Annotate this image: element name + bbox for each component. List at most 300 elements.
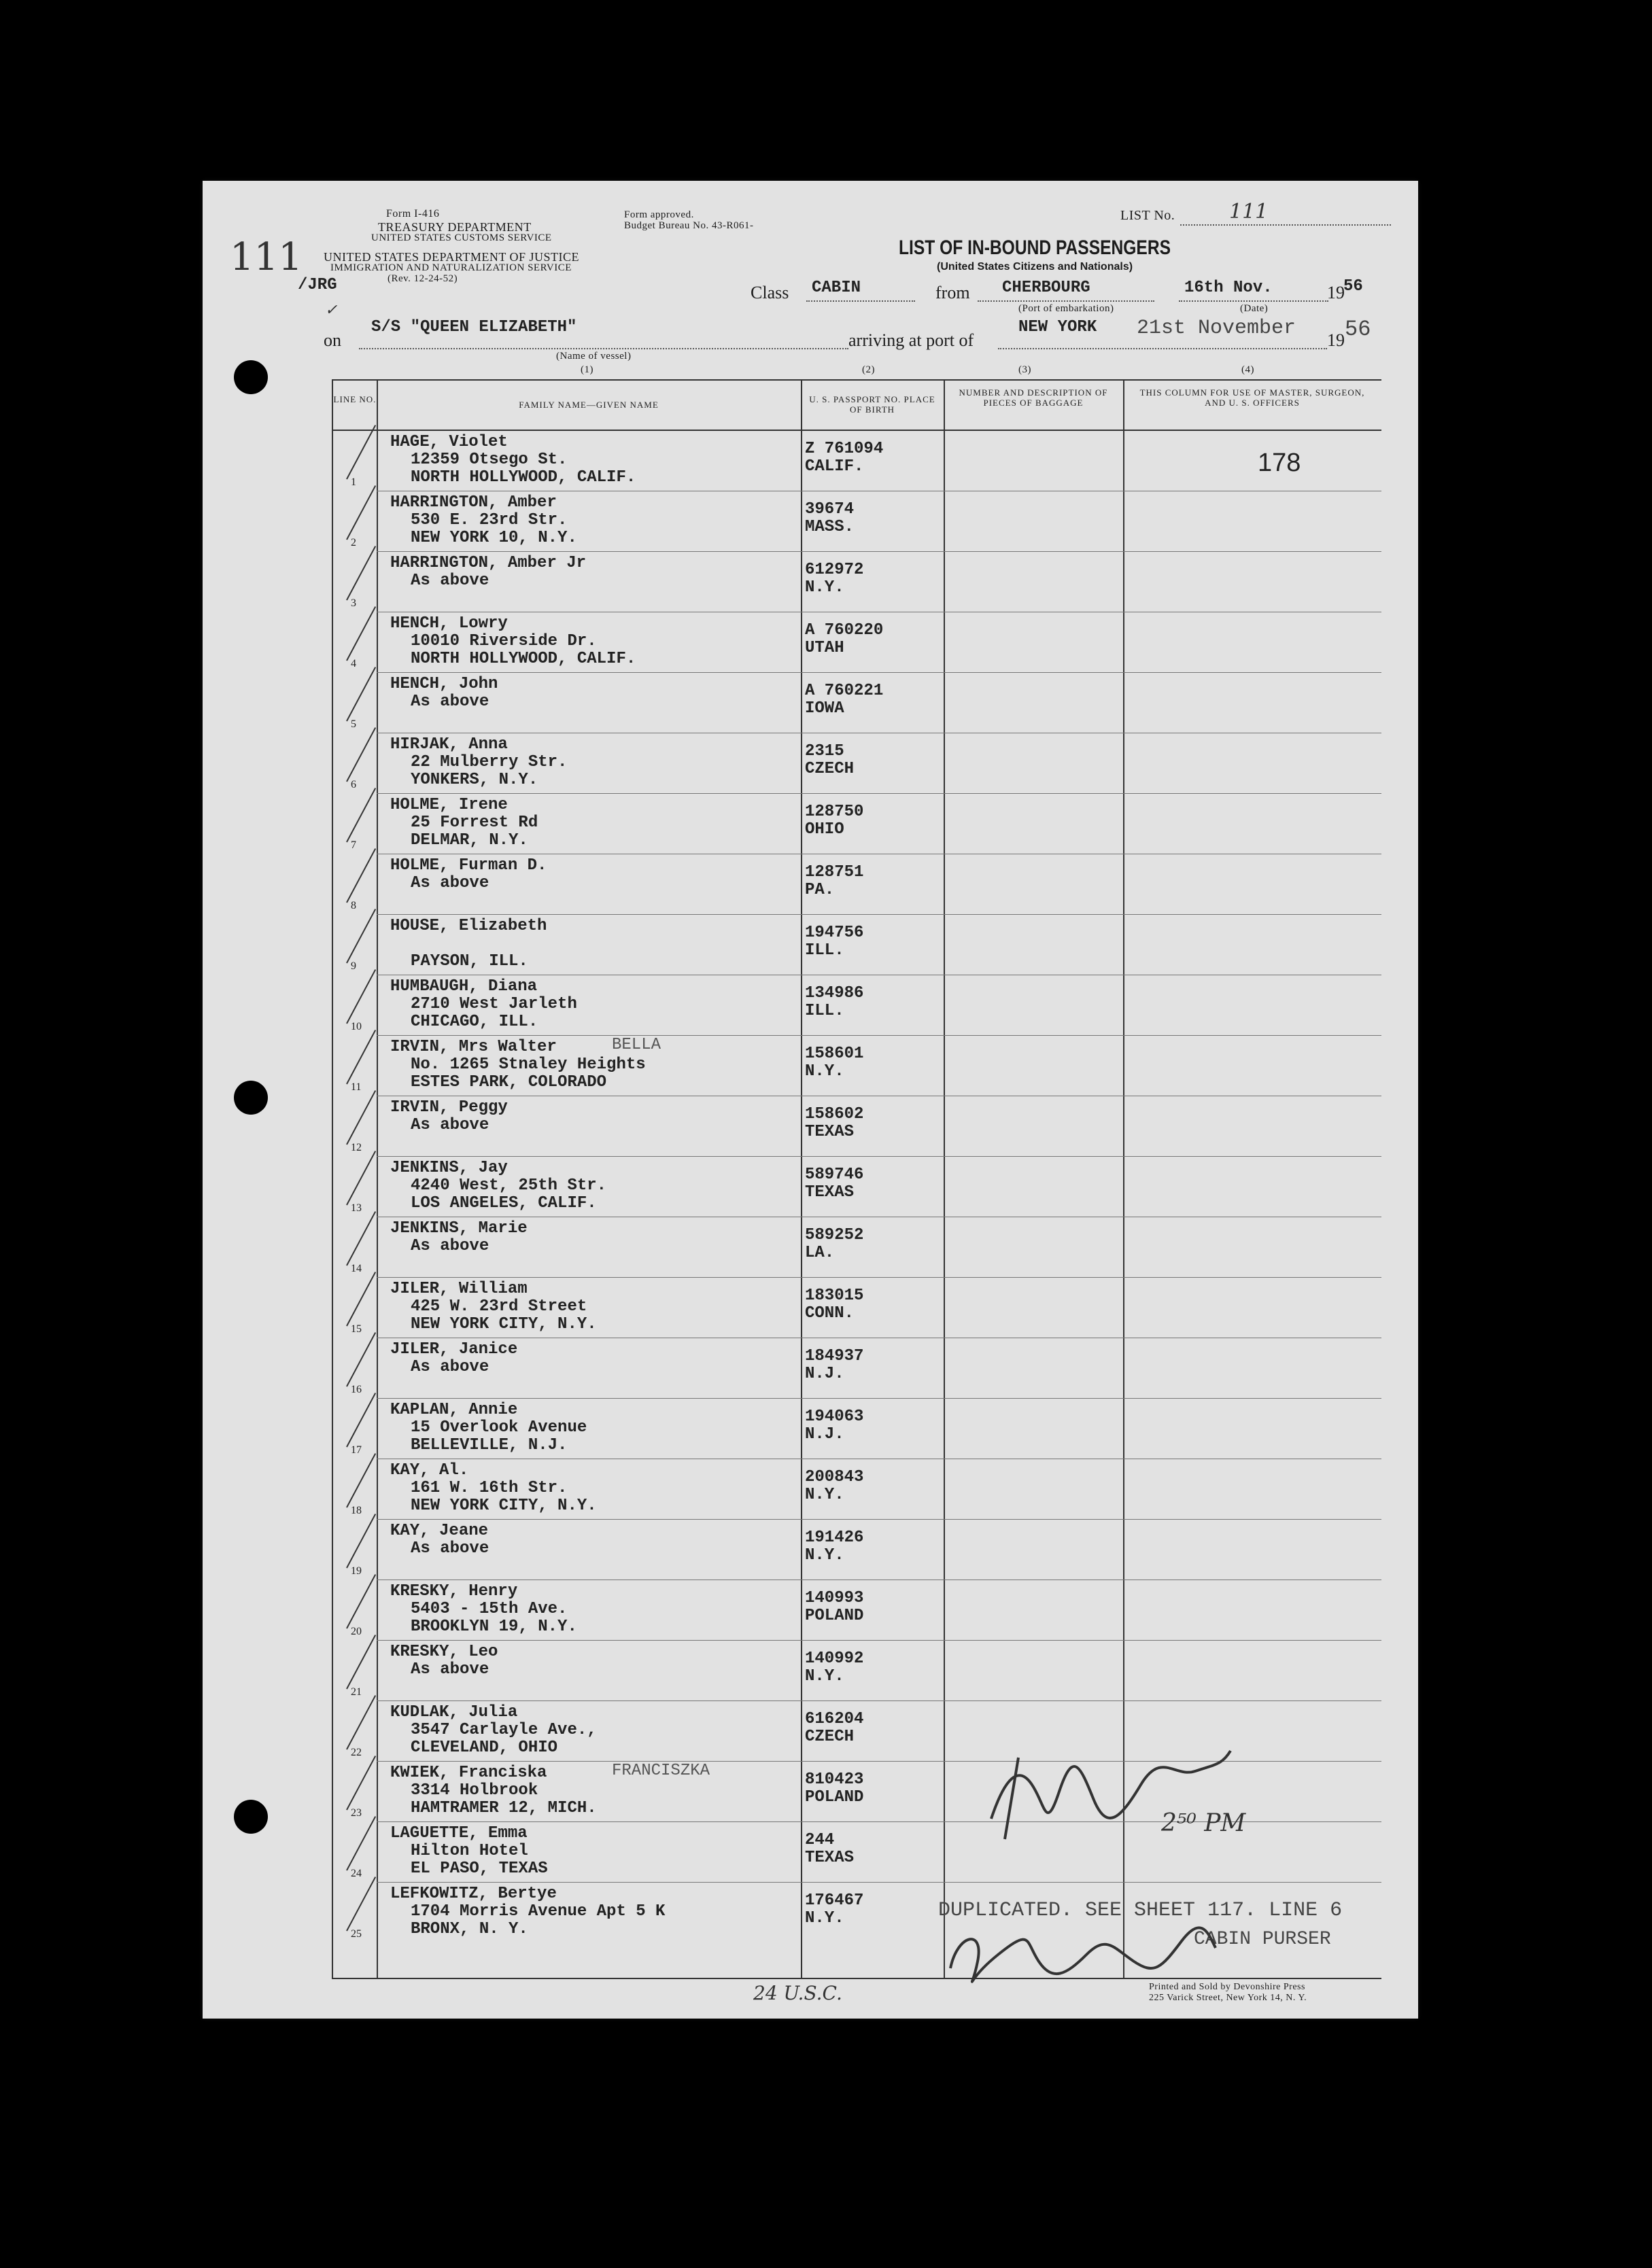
- passport-birth-block: [805, 501, 854, 536]
- family-given-name: KRESKY, Henry: [390, 1582, 518, 1601]
- passport-number: 810423: [805, 1770, 864, 1789]
- tally-mark: [346, 1211, 376, 1266]
- tally-mark: [346, 1816, 376, 1870]
- margin-handwriting: 111: [230, 235, 303, 279]
- table-row: [333, 1217, 1381, 1278]
- address-line-2: ESTES PARK, COLORADO: [411, 1073, 607, 1092]
- name-correction: BELLA: [612, 1036, 661, 1054]
- dept-treasury: TREASURY DEPARTMENT: [378, 220, 532, 234]
- passenger-name-block: [390, 1341, 517, 1394]
- table-row: [333, 1399, 1381, 1459]
- family-given-name: HOLME, Irene: [390, 796, 508, 814]
- address-line-2: BRONX, N. Y.: [411, 1920, 528, 1938]
- place-of-birth: ILL.: [805, 941, 844, 960]
- address-line-1: 12359 Otsego St.: [411, 451, 568, 469]
- address-line-1: 2710 West Jarleth: [411, 995, 577, 1013]
- tally-mark: [346, 848, 376, 903]
- passport-birth-block: [805, 985, 863, 1020]
- col-num-1: (1): [581, 364, 593, 375]
- table-row: [333, 431, 1381, 491]
- passenger-name-block: [390, 1159, 606, 1212]
- address-line-1: As above: [411, 1116, 489, 1134]
- budget-bureau: Budget Bureau No. 43-R061-: [624, 220, 754, 231]
- family-given-name: LEFKOWITZ, Bertye: [390, 1885, 557, 1903]
- class-value: CABIN: [812, 279, 861, 297]
- address-line-1: 1704 Morris Avenue Apt 5 K: [411, 1902, 666, 1921]
- passport-number: Z 761094: [805, 440, 884, 458]
- date-label: (Date): [1240, 303, 1269, 314]
- passport-birth-block: [805, 1771, 863, 1807]
- passenger-name-block: [390, 1704, 597, 1757]
- address-line-2: NEW YORK CITY, N.Y.: [411, 1315, 597, 1333]
- address-line-2: CLEVELAND, OHIO: [411, 1739, 558, 1757]
- passenger-name-block: [390, 736, 567, 789]
- address-line-2: YONKERS, N.Y.: [411, 771, 538, 789]
- passport-number: A 760221: [805, 682, 884, 700]
- from-label: from: [935, 283, 970, 302]
- officer-mark-row-1: 178: [1258, 449, 1301, 477]
- line-number: 19: [351, 1565, 362, 1577]
- passenger-name-block: [390, 1583, 577, 1636]
- line-number: 2: [351, 537, 356, 548]
- address-line-1: 5403 - 15th Ave.: [411, 1600, 568, 1618]
- place-of-birth: N.Y.: [805, 1667, 844, 1686]
- form-revision: (Rev. 12-24-52): [388, 273, 458, 284]
- passport-birth-block: [805, 1348, 863, 1383]
- line-number: 22: [351, 1747, 362, 1758]
- passport-birth-block: [805, 1106, 863, 1141]
- place-of-birth: UTAH: [805, 639, 844, 657]
- place-of-birth: POLAND: [805, 1607, 864, 1625]
- line-number: 11: [351, 1081, 362, 1093]
- passenger-name-block: [390, 1280, 597, 1333]
- passport-birth-block: [805, 803, 863, 839]
- family-given-name: HARRINGTON, Amber: [390, 493, 557, 512]
- passport-number: A 760220: [805, 621, 884, 640]
- year-value-2: 56: [1345, 317, 1371, 342]
- address-line-1: As above: [411, 874, 489, 892]
- passenger-name-block: [390, 676, 498, 729]
- place-of-birth: TEXAS: [805, 1183, 855, 1202]
- passport-birth-block: [805, 1711, 863, 1746]
- place-of-birth: POLAND: [805, 1788, 864, 1807]
- family-given-name: KAY, Jeane: [390, 1522, 489, 1540]
- place-of-birth: TEXAS: [805, 1849, 855, 1867]
- port-embarkation-label: (Port of embarkation): [1018, 303, 1114, 314]
- place-of-birth: N.Y.: [805, 1909, 844, 1927]
- passenger-name-block: [390, 1643, 498, 1696]
- printer-line-1: Printed and Sold by Devonshire Press: [1149, 1982, 1305, 1992]
- passport-number: 158601: [805, 1045, 864, 1063]
- passport-birth-block: [805, 1287, 863, 1323]
- tally-mark: [346, 1393, 376, 1447]
- line-number: 5: [351, 718, 356, 730]
- table-row: [333, 1580, 1381, 1641]
- list-no-label: LIST No.: [1120, 208, 1175, 223]
- form-approved: Form approved.: [624, 209, 694, 220]
- tally-mark: [346, 1272, 376, 1326]
- place-of-birth: ILL.: [805, 1002, 844, 1020]
- family-given-name: JILER, Janice: [390, 1340, 518, 1359]
- passport-number: 140993: [805, 1589, 864, 1607]
- family-given-name: HAGE, Violet: [390, 433, 508, 451]
- table-row: [333, 915, 1381, 975]
- address-line-1: [390, 935, 547, 953]
- place-of-birth: N.J.: [805, 1425, 844, 1444]
- passport-birth-block: [805, 1832, 854, 1867]
- family-given-name: HOUSE, Elizabeth: [390, 917, 547, 935]
- address-line-1: 4240 West, 25th Str.: [411, 1176, 607, 1195]
- passenger-name-block: [390, 1522, 489, 1575]
- tally-mark: [346, 1635, 376, 1689]
- form-number: Form I-416: [386, 208, 440, 220]
- family-given-name: JENKINS, Marie: [390, 1219, 528, 1238]
- table-row: [333, 975, 1381, 1036]
- passenger-name-block: [390, 494, 577, 547]
- officer-signature: [978, 1737, 1236, 1846]
- address-line-1: As above: [411, 1358, 489, 1376]
- duplicated-note: DUPLICATED. SEE SHEET 117. LINE 6: [938, 1899, 1343, 1922]
- line-number: 16: [351, 1384, 362, 1395]
- bottom-handwritten-note: 24 U.S.C.: [753, 1982, 842, 2004]
- passport-number: 589252: [805, 1226, 864, 1244]
- dept-justice: UNITED STATES DEPARTMENT OF JUSTICE: [324, 250, 580, 264]
- address-line-1: No. 1265 Stnaley Heights: [411, 1056, 646, 1074]
- address-line-2: NEW YORK CITY, N.Y.: [411, 1497, 597, 1515]
- family-given-name: HARRINGTON, Amber Jr: [390, 554, 587, 572]
- purser-title: CABIN PURSER: [1194, 1929, 1331, 1950]
- tally-mark: [346, 425, 376, 479]
- place-of-birth: N.Y.: [805, 1546, 844, 1565]
- passenger-name-block: [390, 857, 547, 910]
- place-of-birth: N.Y.: [805, 1062, 844, 1081]
- address-line-2: NEW YORK 10, N.Y.: [411, 529, 577, 547]
- family-given-name: HENCH, John: [390, 675, 498, 693]
- table-row: [333, 1459, 1381, 1520]
- place-of-birth: N.Y.: [805, 578, 844, 597]
- tally-mark: [346, 606, 376, 661]
- passport-birth-block: [805, 682, 883, 718]
- arrival-port: NEW YORK: [1018, 318, 1097, 336]
- passport-number: 2315: [805, 742, 844, 761]
- purser-signature: [937, 1914, 1222, 1989]
- tally-mark: [346, 969, 376, 1024]
- class-label: Class: [751, 283, 789, 302]
- passport-birth-block: [805, 1590, 863, 1625]
- place-of-birth: CZECH: [805, 760, 855, 778]
- table-row: [333, 1641, 1381, 1701]
- col-num-3: (3): [1018, 364, 1031, 375]
- address-line-2: PAYSON, ILL.: [411, 952, 528, 971]
- table-row: [333, 1278, 1381, 1338]
- address-line-2: NORTH HOLLYWOOD, CALIF.: [411, 650, 636, 668]
- passenger-name-block: [390, 1099, 508, 1152]
- passenger-name-block: [390, 1825, 548, 1878]
- family-given-name: JILER, William: [390, 1280, 528, 1298]
- family-given-name: KWIEK, Franciska: [390, 1764, 547, 1782]
- passenger-name-block: [390, 978, 577, 1031]
- family-given-name: HIRJAK, Anna: [390, 735, 508, 754]
- address-line-2: [390, 1134, 508, 1152]
- passport-birth-block: [805, 1166, 863, 1202]
- passport-birth-block: [805, 440, 883, 476]
- address-line-2: NORTH HOLLYWOOD, CALIF.: [411, 468, 636, 487]
- place-of-birth: OHIO: [805, 820, 844, 839]
- passport-number: 612972: [805, 561, 864, 579]
- table-row: [333, 552, 1381, 612]
- passport-number: 191426: [805, 1529, 864, 1547]
- address-line-1: Hilton Hotel: [411, 1842, 528, 1860]
- place-of-birth: MASS.: [805, 518, 855, 536]
- passenger-name-block: [390, 1220, 528, 1273]
- family-given-name: KAY, Al.: [390, 1461, 469, 1480]
- tally-mark: [346, 1574, 376, 1628]
- line-number: 23: [351, 1807, 362, 1819]
- line-number: 21: [351, 1686, 362, 1698]
- family-given-name: HENCH, Lowry: [390, 614, 508, 633]
- vessel-name: S/S "QUEEN ELIZABETH": [371, 318, 577, 336]
- address-line-2: LOS ANGELES, CALIF.: [411, 1194, 597, 1212]
- address-line-2: [390, 1679, 498, 1696]
- passport-number: 183015: [805, 1287, 864, 1305]
- line-number: 24: [351, 1868, 362, 1879]
- passport-number: 589746: [805, 1166, 864, 1184]
- line-number: 6: [351, 779, 356, 790]
- family-given-name: JENKINS, Jay: [390, 1159, 508, 1177]
- table-row: [333, 491, 1381, 552]
- tally-mark: [346, 909, 376, 963]
- arrival-date: 21st November: [1137, 317, 1296, 340]
- tally-mark: [346, 1453, 376, 1507]
- place-of-birth: TEXAS: [805, 1123, 855, 1141]
- line-number: 10: [351, 1021, 362, 1032]
- passport-number: 39674: [805, 500, 855, 519]
- address-line-1: 3314 Holbrook: [411, 1781, 538, 1800]
- year-prefix-1: 19: [1327, 283, 1345, 302]
- tally-mark: [346, 1514, 376, 1568]
- dept-customs: UNITED STATES CUSTOMS SERVICE: [371, 232, 552, 243]
- address-line-1: As above: [411, 572, 489, 590]
- passenger-name-block: [390, 1885, 665, 1938]
- passport-birth-block: [805, 1227, 863, 1262]
- dept-immigration: IMMIGRATION AND NATURALIZATION SERVICE: [330, 262, 572, 273]
- place-of-birth: PA.: [805, 881, 835, 899]
- on-label: on: [324, 330, 341, 350]
- table-row: [333, 673, 1381, 733]
- place-of-birth: LA.: [805, 1244, 835, 1262]
- family-given-name: HOLME, Furman D.: [390, 856, 547, 875]
- binder-hole-top: [234, 360, 268, 394]
- passenger-name-block: [390, 555, 586, 608]
- passport-birth-block: [805, 924, 863, 960]
- form-title: LIST OF IN-BOUND PASSENGERS: [899, 237, 1171, 259]
- address-line-2: EL PASO, TEXAS: [411, 1860, 548, 1878]
- address-line-1: As above: [411, 1237, 489, 1255]
- address-line-2: HAMTRAMER 12, MICH.: [411, 1799, 597, 1817]
- tally-mark: [346, 1756, 376, 1810]
- line-number: 4: [351, 658, 356, 669]
- passenger-name-block: [390, 615, 636, 668]
- line-number: 13: [351, 1202, 362, 1214]
- header-baggage: NUMBER AND DESCRIPTION OF PIECES OF BAGGAGE: [959, 387, 1108, 408]
- passport-birth-block: [805, 622, 883, 657]
- family-given-name: KRESKY, Leo: [390, 1643, 498, 1661]
- vessel-name-label: (Name of vessel): [556, 351, 632, 362]
- table-row: [333, 733, 1381, 794]
- tally-mark: [346, 1090, 376, 1145]
- passport-number: 194063: [805, 1408, 864, 1426]
- place-of-birth: IOWA: [805, 699, 844, 718]
- check-mark: ✓: [325, 302, 338, 319]
- passport-number: 194756: [805, 924, 864, 942]
- address-line-2: [390, 1376, 517, 1394]
- passport-number: 184937: [805, 1347, 864, 1365]
- table-row: [333, 1036, 1381, 1096]
- passenger-name-block: [390, 1764, 597, 1817]
- address-line-2: BELLEVILLE, N.J.: [411, 1436, 568, 1454]
- line-number: 18: [351, 1505, 362, 1516]
- passport-birth-block: [805, 1045, 863, 1081]
- passport-number: 176467: [805, 1891, 864, 1910]
- family-given-name: KUDLAK, Julia: [390, 1703, 518, 1722]
- table-row: [333, 1520, 1381, 1580]
- line-number: 17: [351, 1444, 362, 1456]
- from-value: CHERBOURG: [1002, 279, 1090, 297]
- name-correction: FRANCISZKA: [612, 1762, 710, 1780]
- address-line-1: 10010 Riverside Dr.: [411, 632, 597, 650]
- passport-number: 134986: [805, 984, 864, 1002]
- handwritten-time: 2⁵⁰ PM: [1161, 1809, 1246, 1837]
- tally-mark: [346, 1877, 376, 1931]
- address-line-1: 22 Mulberry Str.: [411, 753, 568, 771]
- passport-birth-block: [805, 864, 863, 899]
- place-of-birth: CZECH: [805, 1728, 855, 1746]
- tally-mark: [346, 1332, 376, 1386]
- place-of-birth: CONN.: [805, 1304, 855, 1323]
- arriving-label: arriving at port of: [848, 330, 974, 350]
- address-line-1: As above: [411, 1539, 489, 1558]
- address-line-1: 161 W. 16th Str.: [411, 1479, 568, 1497]
- line-number: 25: [351, 1928, 362, 1940]
- header-family-name: FAMILY NAME—GIVEN NAME: [519, 400, 659, 410]
- address-line-2: DELMAR, N.Y.: [411, 831, 528, 850]
- address-line-1: 530 E. 23rd Str.: [411, 511, 568, 529]
- passport-birth-block: [805, 561, 863, 597]
- line-number: 12: [351, 1142, 362, 1153]
- tally-mark: [346, 1030, 376, 1084]
- tally-mark: [346, 788, 376, 842]
- passport-number: 140992: [805, 1650, 864, 1668]
- address-line-1: 25 Forrest Rd: [411, 814, 538, 832]
- passenger-name-block: [390, 1401, 587, 1454]
- line-number: 9: [351, 960, 356, 972]
- address-line-2: [390, 590, 586, 608]
- year-prefix-2: 19: [1327, 330, 1345, 350]
- address-line-1: As above: [411, 693, 489, 711]
- col-num-4: (4): [1241, 364, 1254, 375]
- tally-mark: [346, 485, 376, 540]
- binder-hole-middle: [234, 1081, 268, 1115]
- passport-number: 128750: [805, 803, 864, 821]
- table-row: [333, 854, 1381, 915]
- line-number: 1: [351, 476, 356, 488]
- address-line-1: As above: [411, 1660, 489, 1679]
- address-line-2: BROOKLYN 19, N.Y.: [411, 1618, 577, 1636]
- binder-hole-bottom: [234, 1800, 268, 1834]
- passport-birth-block: [805, 1469, 863, 1504]
- line-number: 20: [351, 1626, 362, 1637]
- table-row: [333, 1338, 1381, 1399]
- address-line-2: CHICAGO, ILL.: [411, 1013, 538, 1031]
- tally-mark: [346, 1695, 376, 1749]
- tally-mark: [346, 727, 376, 782]
- date-value: 16th Nov.: [1184, 279, 1273, 297]
- passenger-name-block: [390, 797, 538, 850]
- table-row: [333, 794, 1381, 854]
- year-value-1: 56: [1343, 277, 1363, 296]
- address-line-1: 15 Overlook Avenue: [411, 1418, 587, 1437]
- family-given-name: IRVIN, Mrs Walter: [390, 1038, 557, 1056]
- passenger-name-block: [390, 434, 636, 487]
- family-given-name: IRVIN, Peggy: [390, 1098, 508, 1117]
- tally-mark: [346, 1151, 376, 1205]
- place-of-birth: N.J.: [805, 1365, 844, 1383]
- line-number: 3: [351, 597, 356, 609]
- address-line-2: [390, 892, 547, 910]
- header-passport: U. S. PASSPORT NO. PLACE OF BIRTH: [809, 394, 935, 415]
- passport-birth-block: [805, 1892, 863, 1927]
- address-line-1: 3547 Carlayle Ave.,: [411, 1721, 597, 1739]
- place-of-birth: CALIF.: [805, 457, 864, 476]
- passenger-name-block: [390, 1039, 646, 1092]
- passport-number: 616204: [805, 1710, 864, 1728]
- list-no-value: 111: [1229, 200, 1269, 224]
- address-line-1: 425 W. 23rd Street: [411, 1297, 587, 1316]
- passport-birth-block: [805, 743, 854, 778]
- passport-number: 200843: [805, 1468, 864, 1486]
- line-number: 15: [351, 1323, 362, 1335]
- passport-birth-block: [805, 1408, 863, 1444]
- address-line-2: [390, 1558, 489, 1575]
- printer-line-2: 225 Varick Street, New York 14, N. Y.: [1149, 1993, 1307, 2003]
- line-number: 14: [351, 1263, 362, 1274]
- tally-mark: [346, 546, 376, 600]
- address-line-2: [390, 711, 498, 729]
- line-number: 8: [351, 900, 356, 911]
- family-given-name: HUMBAUGH, Diana: [390, 977, 538, 996]
- passport-birth-block: [805, 1529, 863, 1565]
- line-number: 7: [351, 839, 356, 851]
- passenger-list-form: [203, 181, 1418, 2019]
- clerk-initials: /JRG: [298, 276, 337, 294]
- family-given-name: KAPLAN, Annie: [390, 1401, 518, 1419]
- form-subtitle: (United States Citizens and Nationals): [937, 261, 1133, 273]
- passport-birth-block: [805, 1650, 863, 1686]
- table-row: [333, 1157, 1381, 1217]
- table-row: [333, 1096, 1381, 1157]
- passport-number: 128751: [805, 863, 864, 882]
- table-row: [333, 612, 1381, 673]
- passenger-name-block: [390, 1462, 597, 1515]
- passenger-name-block: [390, 918, 547, 971]
- address-line-2: [390, 1255, 528, 1273]
- header-line-no: LINE NO.: [333, 394, 377, 404]
- col-num-2: (2): [862, 364, 875, 375]
- tally-mark: [346, 667, 376, 721]
- header-officers: THIS COLUMN FOR USE OF MASTER, SURGEON, AND U. S. OFFICERS: [1139, 387, 1365, 408]
- place-of-birth: N.Y.: [805, 1486, 844, 1504]
- family-given-name: LAGUETTE, Emma: [390, 1824, 528, 1843]
